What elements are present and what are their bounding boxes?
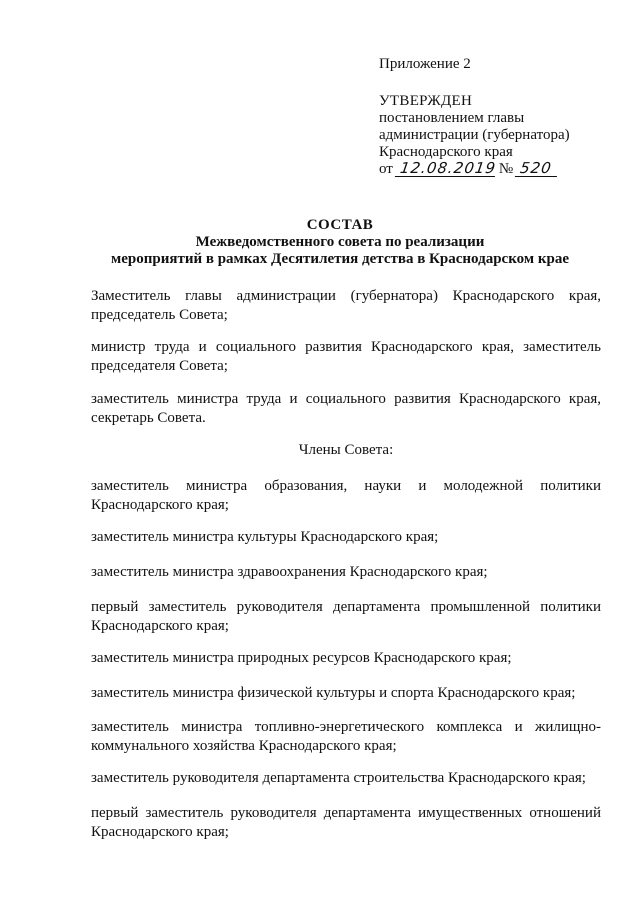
approval-date-line [379, 161, 619, 178]
date-prefix: от [379, 161, 393, 177]
leader-item: министр труда и социального развития Краснодарского края, заместитель председателя Совета; [91, 339, 601, 374]
member-item: заместитель министра культуры Краснодарского края; [91, 529, 439, 545]
member-item: заместитель министра топливно-энергетического комплекса и жилищно-коммунального хозяйства Краснодарского края; [91, 719, 601, 754]
appendix-label: Приложение 2 [379, 56, 471, 72]
document-title [40, 217, 640, 268]
member-item: первый заместитель руководителя департамента имущественных отношений Краснодарского края; [91, 805, 601, 840]
member-item: заместитель министра образования, науки и молодежной политики Краснодарского края; [91, 478, 601, 513]
approval-line-1: постановлением главы [379, 110, 525, 126]
member-item: заместитель руководителя департамента строительства Краснодарского края; [91, 770, 586, 786]
approved-label: УТВЕРЖДЕН [379, 93, 473, 109]
title-heading: СОСТАВ [306, 217, 374, 233]
members-heading: Члены Совета: [298, 442, 394, 458]
number-sign: № [498, 161, 514, 177]
approval-line-2: администрации (губернатора) [379, 127, 570, 143]
member-item: заместитель министра физической культуры и спорта Краснодарского края; [91, 685, 576, 701]
member-item: заместитель министра природных ресурсов Краснодарского края; [91, 650, 512, 666]
approval-line-3: Краснодарского края [379, 144, 513, 160]
title-line-1: Межведомственного совета по реализации [195, 234, 485, 250]
member-item: заместитель министра здравоохранения Краснодарского края; [91, 564, 488, 580]
leader-item: заместитель министра труда и социального развития Краснодарского края, секретарь Совета. [91, 391, 601, 426]
leader-item: Заместитель главы администрации (губернатора) Краснодарского края, председатель Совета; [91, 288, 601, 323]
handwritten-number: 520 [515, 161, 559, 177]
member-item: первый заместитель руководителя департамента промышленной политики Краснодарского края; [91, 599, 601, 634]
title-line-2: мероприятий в рамках Десятилетия детства в Краснодарском крае [111, 251, 569, 267]
approval-block [379, 56, 619, 178]
handwritten-date: 12.08.2019 [395, 161, 497, 177]
